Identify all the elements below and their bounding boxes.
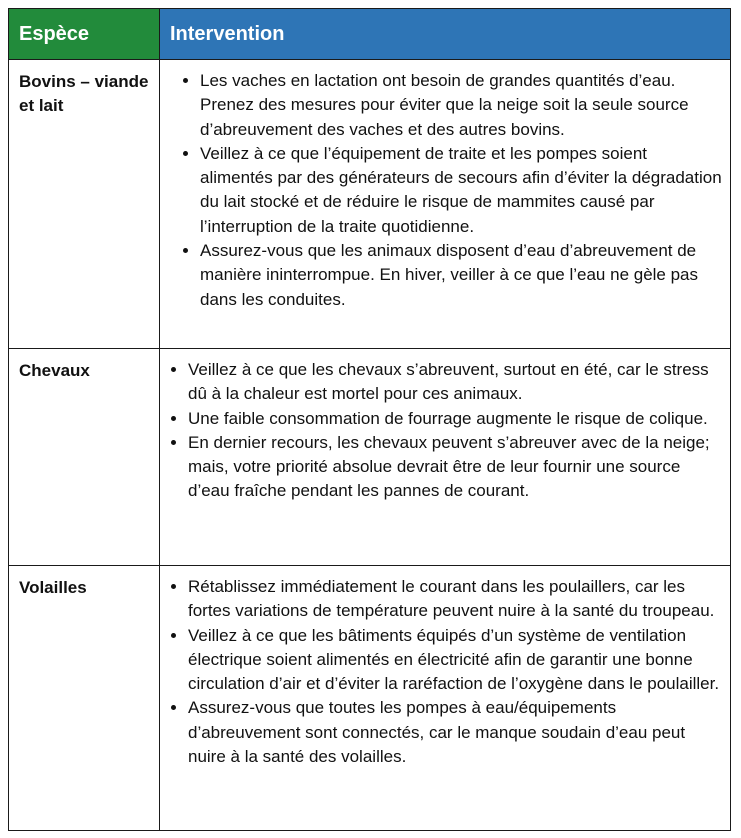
list-item: • Les vaches en lactation ont besoin de grandes quantités d’eau. Prenez des mesures pour éviter que la neige soit la seule source d’abreuvement des vaches et des autres bovins. [200,69,722,142]
header-species: Espèce [9,9,160,60]
list-item: • Rétablissez immédiatement le courant dans les poulaillers, car les fortes variations de température peuvent nuire à la santé du troupeau. [188,575,722,624]
species-cell: Bovins – viande et lait [9,60,160,349]
table-row-bovins [9,60,731,349]
list-item: • Assurez-vous que les animaux disposent d’eau d’abreuvement de manière ininterrompue. En hiver, veiller à ce que l’eau ne gèle pas dans les conduites. [200,239,722,312]
species-intervention-table [8,8,731,831]
list-item: • Une faible consommation de fourrage augmente le risque de colique. [188,407,722,431]
list-item: • Veillez à ce que l’équipement de traite et les pompes soient alimentés par des générateurs de secours afin d’éviter la dégradation du lait stocké et de réduire le risque de mammites causé par l’interruption de la traite quotidienne. [200,142,722,239]
intervention-cell [160,566,731,831]
species-cell: Chevaux [9,349,160,566]
intervention-cell [160,60,731,349]
header-row [9,9,731,60]
bullet-list [160,69,722,312]
intervention-cell [160,349,731,566]
list-item: • Assurez-vous que toutes les pompes à eau/équipements d’abreuvement sont connectés, car le manque soudain d’eau peut nuire à la santé des volailles. [188,696,722,769]
species-cell: Volailles [9,566,160,831]
bullet-list [160,358,722,504]
list-item: • En dernier recours, les chevaux peuvent s’abreuver avec de la neige; mais, votre priorité absolue devrait être de leur fournir une source d’eau fraîche pendant les pannes de courant. [188,431,722,504]
header-intervention: Intervention [160,9,731,60]
list-item: • Veillez à ce que les chevaux s’abreuvent, surtout en été, car le stress dû à la chaleur est mortel pour ces animaux. [188,358,722,407]
table-row-chevaux [9,349,731,566]
table-row-volailles [9,566,731,831]
bullet-list [160,575,722,769]
list-item: • Veillez à ce que les bâtiments équipés d’un système de ventilation électrique soient alimentés en électricité afin de garantir une bonne circulation d’air et d’éviter la raréfaction de l’oxygène dans le poulailler. [188,624,722,697]
